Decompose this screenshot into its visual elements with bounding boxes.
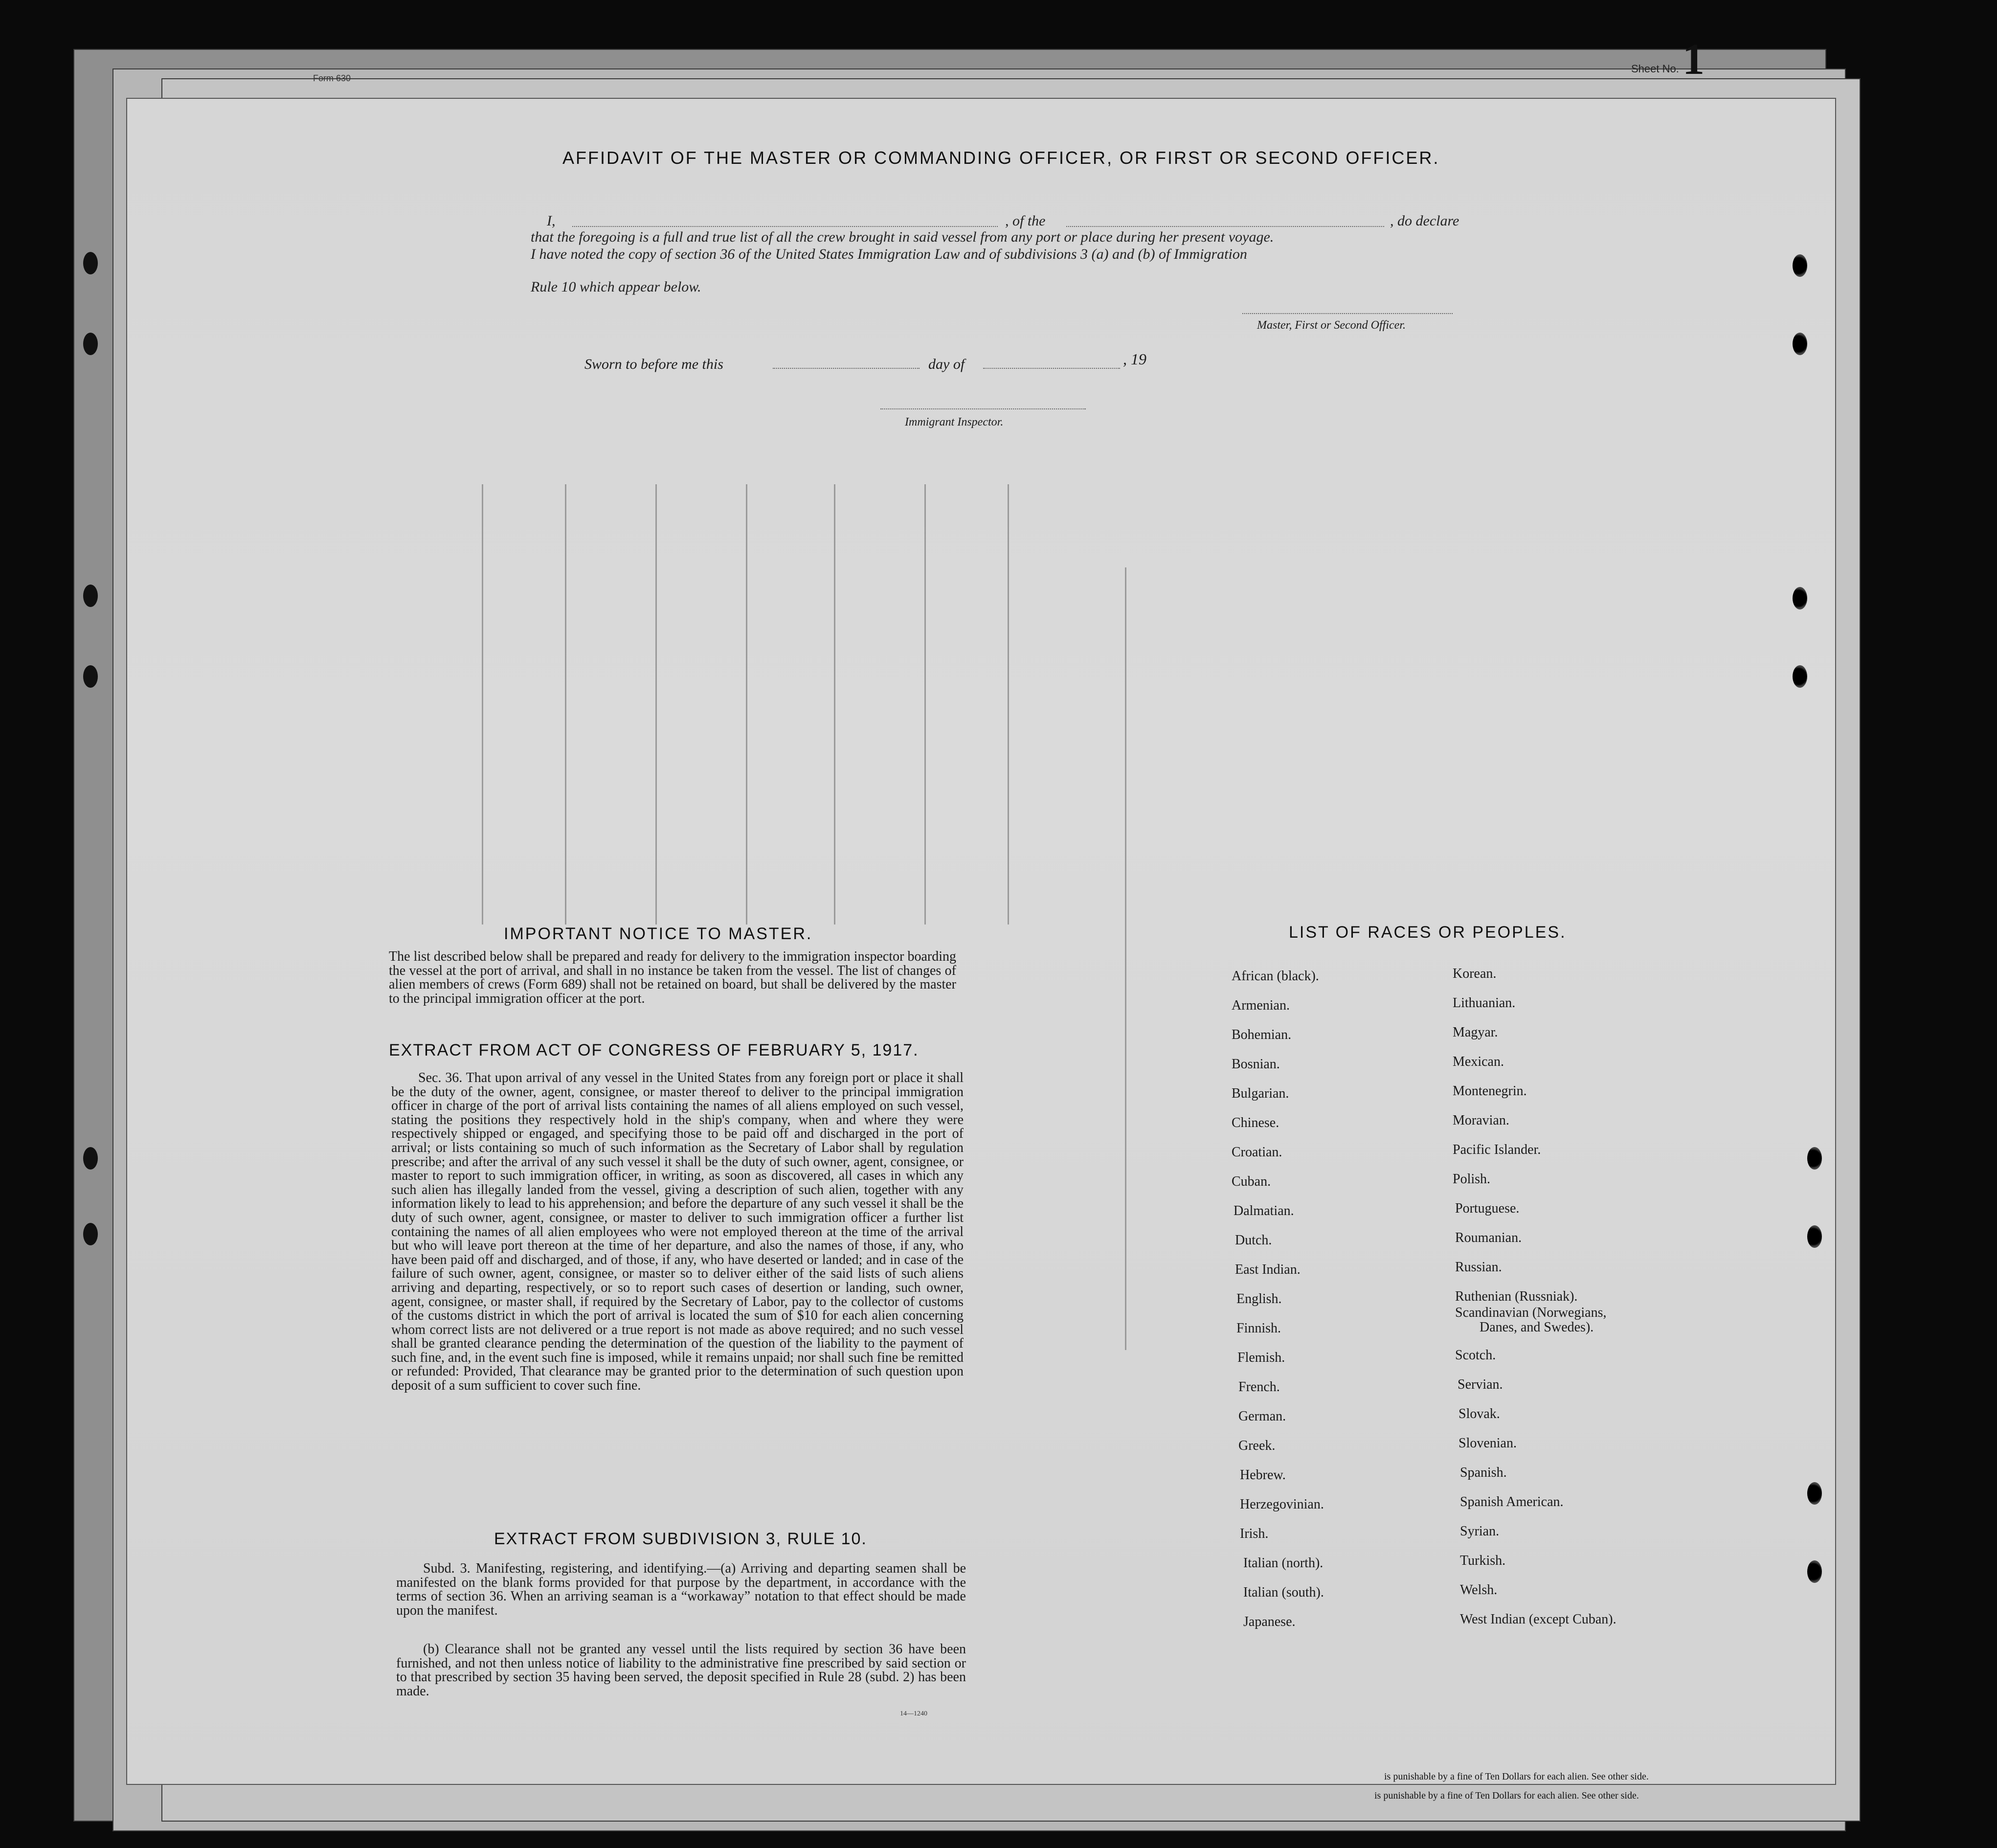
affidavit-statement-line: that the foregoing is a full and true list of all the crew brought in said vessel from any port or place during her present voyage. xyxy=(531,229,1274,245)
race-item: Dutch. xyxy=(1235,1233,1272,1248)
vessel-name-field[interactable] xyxy=(1066,226,1384,227)
race-item: African (black). xyxy=(1232,969,1319,984)
ruling-line xyxy=(746,484,747,924)
ruling-line xyxy=(1008,484,1009,924)
race-item: East Indian. xyxy=(1235,1262,1301,1277)
race-item: English. xyxy=(1236,1291,1282,1307)
race-item: Polish. xyxy=(1453,1172,1491,1187)
race-item: Pacific Islander. xyxy=(1453,1142,1541,1157)
race-item: Scandinavian (Norwegians, xyxy=(1455,1305,1607,1320)
race-item: Cuban. xyxy=(1232,1174,1271,1189)
ruling-line xyxy=(655,484,657,924)
ruling-line xyxy=(834,484,835,924)
race-item: Roumanian. xyxy=(1455,1230,1522,1245)
race-item: Dalmatian. xyxy=(1234,1203,1294,1218)
race-item: Slovak. xyxy=(1458,1406,1500,1421)
race-item: Korean. xyxy=(1453,966,1497,981)
race-item: Servian. xyxy=(1458,1377,1503,1392)
binding-hole-icon xyxy=(83,1147,98,1170)
race-item: Italian (north). xyxy=(1243,1555,1324,1571)
binding-hole-icon xyxy=(83,252,98,274)
race-item: Greek. xyxy=(1238,1438,1276,1453)
affidavit-statement-line: I have noted the copy of section 36 of the United States Immigration Law and of subdivisions 3 (a) and (b) of Immigration xyxy=(531,246,1247,262)
inspector-label: Immigrant Inspector. xyxy=(905,416,1004,428)
race-item: West Indian (except Cuban). xyxy=(1460,1612,1616,1627)
officer-signature-field[interactable] xyxy=(1242,313,1453,314)
form-code: 14—1240 xyxy=(900,1710,927,1717)
race-item: Herzegovinian. xyxy=(1240,1497,1324,1512)
affidavit-declarant-label: I, xyxy=(547,213,556,229)
affidavit-sheet xyxy=(126,98,1836,1785)
race-item: Irish. xyxy=(1240,1526,1269,1541)
race-item: Welsh. xyxy=(1460,1582,1498,1598)
affidavit-statement-line: Rule 10 which appear below. xyxy=(531,279,701,295)
binding-hole-icon xyxy=(1807,1560,1822,1583)
year-label: , 19 xyxy=(1123,350,1146,368)
race-item: Bohemian. xyxy=(1232,1027,1292,1042)
race-item: Montenegrin. xyxy=(1453,1083,1527,1099)
binding-hole-icon xyxy=(83,585,98,607)
officer-signature-label: Master, First or Second Officer. xyxy=(1257,319,1406,332)
binding-hole-icon xyxy=(83,665,98,688)
binding-hole-icon xyxy=(83,1223,98,1245)
form-number-label: Form 630 xyxy=(313,73,351,83)
race-item: Japanese. xyxy=(1243,1614,1296,1629)
race-item: Bulgarian. xyxy=(1232,1086,1289,1101)
race-item: Croatian. xyxy=(1232,1145,1282,1160)
race-item: Magyar. xyxy=(1453,1025,1498,1040)
race-item: French. xyxy=(1238,1379,1280,1395)
binding-hole-icon xyxy=(1807,1225,1822,1248)
race-item: Syrian. xyxy=(1460,1524,1500,1539)
race-item: Turkish. xyxy=(1460,1553,1506,1568)
sworn-month-field[interactable] xyxy=(983,368,1120,369)
affidavit-title: AFFIDAVIT OF THE MASTER OR COMMANDING OFFICER, OR FIRST OR SECOND OFFICER. xyxy=(562,148,1440,168)
race-item: Lithuanian. xyxy=(1453,995,1516,1011)
affidavit-vessel-label: , of the xyxy=(1005,213,1046,229)
race-item: Slovenian. xyxy=(1458,1436,1517,1451)
race-item: Armenian. xyxy=(1232,998,1290,1013)
race-item: Chinese. xyxy=(1232,1115,1279,1130)
sworn-day-field[interactable] xyxy=(773,368,920,369)
race-item: Moravian. xyxy=(1453,1113,1509,1128)
binding-hole-icon xyxy=(1793,333,1807,355)
subdivision-3b-text: (b) Clearance shall not be granted any vessel until the lists required by section 36 have been furnished, and not then unless notice of liability to the administrative fine prescribed by said section or to that prescribed by section 35 having been served, the deposit specified in Rule 28 (subd. 2) has been made. xyxy=(396,1642,966,1699)
binding-hole-icon xyxy=(83,333,98,355)
subdivision-3a-text: Subd. 3. Manifesting, registering, and identifying.—(a) Arriving and departing seamen shall be manifested on the blank forms provided for that purpose by the department, in accordance with the terms of section 36. When an arriving seaman is a “workaway” notation to that effect should be made upon the manifest. xyxy=(396,1561,966,1618)
affidavit-declare-label: , do declare xyxy=(1390,213,1459,229)
race-item: Hebrew. xyxy=(1240,1467,1286,1483)
sworn-label: Sworn to before me this xyxy=(584,356,723,372)
underlying-sheet-note: is punishable by a fine of Ten Dollars for each alien. See other side. xyxy=(1384,1771,1649,1782)
race-item: Spanish American. xyxy=(1460,1494,1564,1510)
race-item: German. xyxy=(1238,1409,1286,1424)
notice-body: The list described below shall be prepared and ready for delivery to the immigration inspector boarding the vessel at the port of arrival, and shall in no instance be taken from the vessel. The list of changes of alien members of crews (Form 689) shall not be retained on board, but shall be delivered by the master to the principal immigration officer at the port. xyxy=(389,949,956,1006)
races-title: LIST OF RACES OR PEOPLES. xyxy=(1289,923,1567,942)
binding-hole-icon xyxy=(1793,665,1807,688)
subdivision-extract-title: EXTRACT FROM SUBDIVISION 3, RULE 10. xyxy=(494,1530,867,1548)
race-item: Finnish. xyxy=(1236,1321,1281,1336)
race-item: Bosnian. xyxy=(1232,1057,1280,1072)
race-item: Flemish. xyxy=(1237,1350,1285,1365)
sheet-number-value: 1 xyxy=(1683,35,1705,84)
binding-hole-icon xyxy=(1793,254,1807,277)
race-item: Danes, and Swedes). xyxy=(1480,1320,1594,1335)
inspector-signature-field[interactable] xyxy=(880,408,1086,409)
race-item: Scotch. xyxy=(1455,1348,1496,1363)
ruling-line xyxy=(565,484,566,924)
notice-title: IMPORTANT NOTICE TO MASTER. xyxy=(504,924,813,943)
race-item: Mexican. xyxy=(1453,1054,1504,1069)
ruling-line xyxy=(1125,567,1126,1350)
binding-hole-icon xyxy=(1807,1147,1822,1170)
section-36-text: Sec. 36. That upon arrival of any vessel in the United States from any foreign port or place it shall be the duty of the owner, agent, consignee, or master thereof to deliver to the principal immigration officer in charge of the port of arrival lists containing the names of all aliens employed on such vessel, stating the positions they respectively hold in the ship's company, when and where they were respectively shipped or engaged, and specifying those to be paid off and discharged in the port of arrival; or lists containing so much of such information as the Secretary of Labor shall by regulation prescribe; and after the arrival of any such vessel it shall be the duty of such owner, agent, consignee, or master to report to such immigration officer, in writing, as soon as discovered, all cases in which any such alien has illegally landed from the vessel, giving a description of such alien, together with any information likely to lead to his apprehension; and before the departure of any such vessel it shall be the duty of such owner, agent, consignee, or master to deliver to such immigration officer a further list containing the names of all alien employees who were not employed thereon at the time of the arrival but who will leave port thereon at the time of her departure, and also the names of those, if any, who have been paid off and discharged, and of those, if any, who have deserted or landed; and in case of the failure of such owner, agent, consignee, or master so to deliver either of the said lists of such aliens arriving and departing, respectively, or so to report such cases of desertion or landing, such owner, agent, consignee, or master shall, if required by the Secretary of Labor, pay to the collector of customs of the customs district in which the port of arrival is located the sum of $10 for each alien concerning whom correct lists are not delivered or a true report is not made as above required; and no such vessel shall be granted clearance pending the determination of the question of the liability to the payment of such fine, and, in the event such fine is imposed, while it remains unpaid; nor shall such fine be remitted or refunded: Provided, That clearance may be granted prior to the determination of such question upon deposit of a sum sufficient to cover such fine. xyxy=(391,1070,964,1394)
race-item: Italian (south). xyxy=(1243,1585,1324,1600)
binding-hole-icon xyxy=(1807,1482,1822,1505)
day-of-label: day of xyxy=(928,356,965,372)
declarant-name-field[interactable] xyxy=(572,226,998,227)
underlying-sheet-note: is punishable by a fine of Ten Dollars for each alien. See other side. xyxy=(1374,1790,1639,1801)
ruling-line xyxy=(924,484,926,924)
race-item: Ruthenian (Russniak). xyxy=(1455,1289,1578,1304)
binding-hole-icon xyxy=(1793,587,1807,609)
race-item: Spanish. xyxy=(1460,1465,1507,1480)
act-extract-title: EXTRACT FROM ACT OF CONGRESS OF FEBRUARY 5, 1917. xyxy=(389,1041,919,1059)
ruling-line xyxy=(482,484,483,924)
race-item: Portuguese. xyxy=(1455,1201,1520,1216)
race-item: Russian. xyxy=(1455,1260,1502,1275)
sheet-number-label: Sheet No. xyxy=(1631,63,1679,75)
